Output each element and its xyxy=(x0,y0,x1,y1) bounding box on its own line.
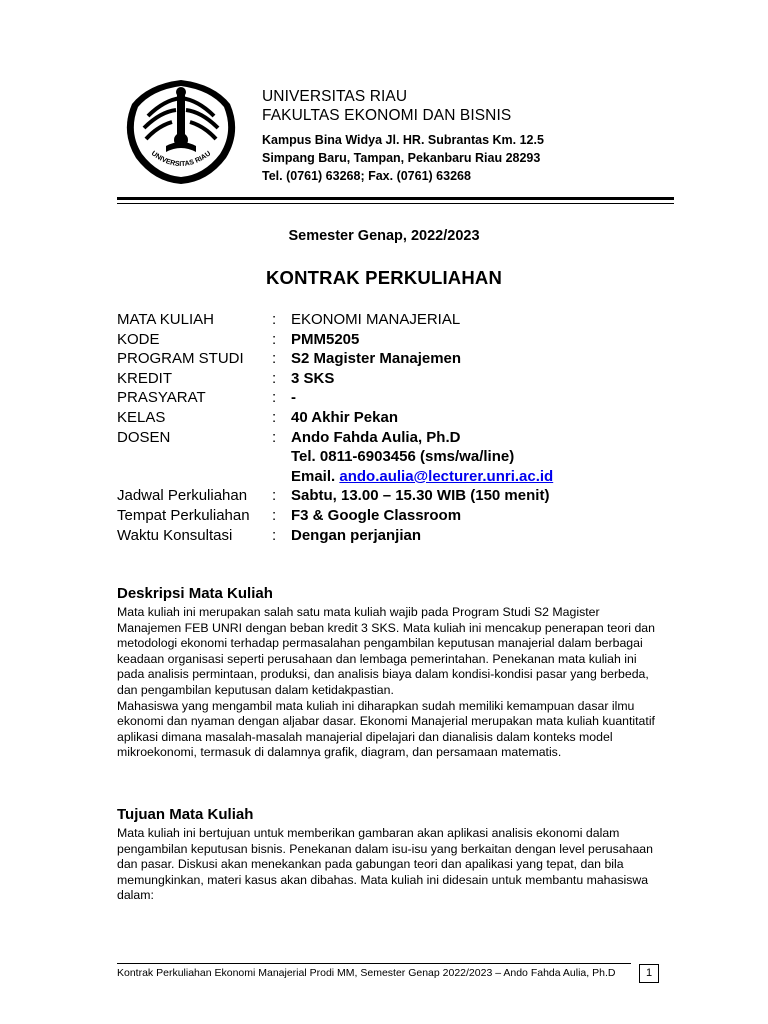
info-value: Dengan perjanjian xyxy=(291,526,422,544)
info-row-prasyarat xyxy=(117,389,677,409)
info-label: Tempat Perkuliahan xyxy=(117,506,250,524)
info-row-tempat xyxy=(117,507,677,527)
info-label: Waktu Konsultasi xyxy=(117,526,233,544)
logo-text: UNIVERSITAS RIAU xyxy=(149,150,213,169)
info-value: 40 Akhir Pekan xyxy=(291,408,398,426)
info-value: EKONOMI MANAJERIAL xyxy=(291,311,461,328)
deskripsi-text xyxy=(117,605,657,761)
footer-text: Kontrak Perkuliahan Ekonomi Manajerial Prodi MM, Semester Genap 2022/2023 – Ando Fahda Aulia, Ph.D xyxy=(117,967,616,979)
tujuan-paragraph-1: Mata kuliah ini bertujuan untuk memberikan gambaran akan aplikasi analisis ekonomi dalam pengambilan keputusan bisnis. Penekanan dalam isu-isu yang berkaitan dengan level perusahaan dan pasar. Diskusi akan menekankan pada gabungan teori dan apalikasi yang tepat, dan bila memungkinkan, materi kasus akan dibahas. Mata kuliah ini didesain untuk membantu mahasiswa dalam: xyxy=(117,826,653,903)
info-label: PRASYARAT xyxy=(117,389,206,407)
info-row-program-studi xyxy=(117,350,677,370)
info-colon: : xyxy=(272,350,277,368)
address-line-2: Simpang Baru, Tampan, Pekanbaru Riau 28293 xyxy=(262,151,541,165)
info-label: KODE xyxy=(117,330,160,348)
info-label: MATA KULIAH xyxy=(117,311,214,328)
faculty-name: FAKULTAS EKONOMI DAN BISNIS xyxy=(262,107,512,124)
info-value: PMM5205 xyxy=(291,330,360,348)
info-colon: : xyxy=(272,408,277,426)
info-label: KELAS xyxy=(117,408,166,426)
deskripsi-paragraph-1: Mata kuliah ini merupakan salah satu mata kuliah wajib pada Program Studi S2 Magister Manajemen FEB UNRI dengan beban kredit 3 SKS. Mata kuliah ini mencakup penerapan teori dan metodologi ekonomi terhadap permasalahan pengambilan keputusan manajerial dalam berbagai keadaan organisasi seperti perusahaan dan lembaga pemerintahan. Penekanan mata kuliah ini pada analisis permintaan, produksi, dan analisis biaya dalam kondisi-kondisi pasar yang berbeda, dan pengambilan keputusan dalam ketidakpastian. xyxy=(117,605,655,697)
section-title-tujuan: Tujuan Mata Kuliah xyxy=(117,806,254,823)
dosen-phone: Tel. 0811-6903456 (sms/wa/line) xyxy=(291,448,515,466)
footer-rule xyxy=(117,963,631,964)
course-info-table xyxy=(117,311,677,546)
page-number: 1 xyxy=(639,964,659,983)
info-value: - xyxy=(291,389,296,407)
info-colon: : xyxy=(272,311,277,328)
info-value: S2 Magister Manajemen xyxy=(291,350,462,368)
info-value: 3 SKS xyxy=(291,369,335,387)
info-colon: : xyxy=(272,487,277,505)
header-rule-thin xyxy=(117,203,674,204)
info-row-waktu xyxy=(117,527,677,547)
deskripsi-paragraph-2: Mahasiswa yang mengambil mata kuliah ini diharapkan sudah memiliki kemampuan dasar ilmu ekonomi dan nyaman dengan aljabar dasar. Ekonomi Manajerial merupakan mata kuliah kuantitatif aplikasi dimana masalah-masalah manajerial dipelajari dan dianalisis dalam konteks model mikroekonomi, termasuk di dalamnya grafik, diagram, dan persamaan matematis. xyxy=(117,698,655,760)
info-colon: : xyxy=(272,389,277,407)
email-link[interactable]: ando.aulia@lecturer.unri.ac.id xyxy=(339,467,554,485)
info-row-kode xyxy=(117,331,677,351)
info-colon: : xyxy=(272,428,277,446)
info-row-dosen xyxy=(117,429,677,449)
info-row-kelas xyxy=(117,409,677,429)
address-line-1: Kampus Bina Widya Jl. HR. Subrantas Km. 12.5 xyxy=(262,133,544,147)
info-colon: : xyxy=(272,369,277,387)
info-row-dosen-tel xyxy=(117,448,677,468)
info-label: Jadwal Perkuliahan xyxy=(117,487,248,505)
phone-fax: Tel. (0761) 63268; Fax. (0761) 63268 xyxy=(262,169,471,183)
info-colon: : xyxy=(272,330,277,348)
page-title: KONTRAK PERKULIAHAN xyxy=(265,267,503,288)
section-title-deskripsi: Deskripsi Mata Kuliah xyxy=(117,585,273,602)
semester-label: Semester Genap, 2022/2023 xyxy=(288,228,480,244)
university-name: UNIVERSITAS RIAU xyxy=(262,88,408,105)
info-value: Ando Fahda Aulia, Ph.D xyxy=(291,428,461,446)
info-colon: : xyxy=(272,506,277,524)
info-value: F3 & Google Classroom xyxy=(291,506,462,524)
info-label: KREDIT xyxy=(117,369,173,387)
letterhead xyxy=(262,87,544,185)
email-prefix: Email. xyxy=(291,467,340,485)
info-row-dosen-email xyxy=(117,468,677,488)
tujuan-text xyxy=(117,826,657,904)
header-rule-thick xyxy=(117,197,674,200)
dosen-email xyxy=(291,468,677,488)
info-colon: : xyxy=(272,526,277,544)
info-label: PROGRAM STUDI xyxy=(117,350,244,368)
info-row-kredit xyxy=(117,370,677,390)
info-row-mata-kuliah xyxy=(117,311,677,331)
university-logo xyxy=(118,76,244,186)
info-row-jadwal xyxy=(117,487,677,507)
info-value: Sabtu, 13.00 – 15.30 WIB (150 menit) xyxy=(291,487,550,505)
info-label: DOSEN xyxy=(117,428,171,446)
